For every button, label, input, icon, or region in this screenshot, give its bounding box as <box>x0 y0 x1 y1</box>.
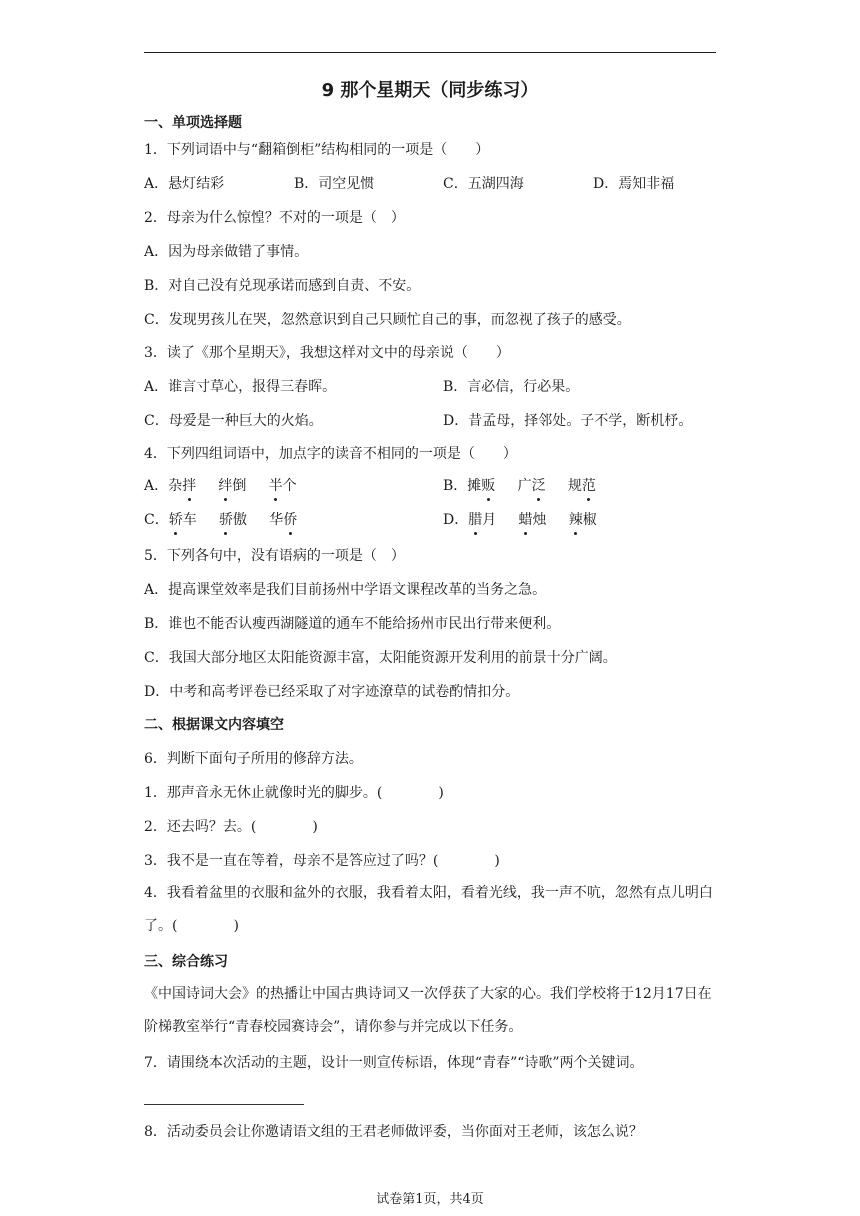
activity-intro: 《中国诗词大会》的热播让中国古典诗词又一次俘获了大家的心。我们学校将于12月17日在阶梯教室举行“青春校园赛诗会”，请你参与并完成以下任务。 <box>144 986 712 1035</box>
page-title: 9 那个星期天（同步练习） <box>321 80 539 101</box>
q1-option-c: C．五湖四海 <box>443 176 524 192</box>
question-5-stem: 5．下列各句中，没有语病的一项是（ ） <box>144 548 405 564</box>
q4-b-label: B． <box>443 478 468 494</box>
q4-option-c <box>144 510 297 530</box>
q4-b-word3-dotted-char: 范 <box>581 478 596 494</box>
q3-option-a: A．谁言寸草心，报得三春晖。 <box>144 379 337 395</box>
q4-d-word1-dotted-char: 腊 <box>468 512 483 528</box>
q1-option-b: B．司空见惯 <box>294 176 375 192</box>
q4-a-word2-dotted-char: 绊 <box>218 478 233 494</box>
q4-a-label: A． <box>144 478 169 494</box>
q4-a-word3-dotted-char: 半 <box>268 478 283 494</box>
q4-d-word2-dotted-char: 蜡 <box>518 512 533 528</box>
q4-d-label: D． <box>443 512 469 528</box>
q6-item-4: 4．我看着盆里的衣服和盆外的衣服，我看着太阳，看着光线，我一声不吭，忽然有点儿明白了。( ) <box>144 885 713 934</box>
q5-option-a: A．提高课堂效率是我们目前扬州中学语文课程改革的当务之急。 <box>144 582 547 598</box>
q3-option-c: C．母爱是一种巨大的火焰。 <box>144 413 323 429</box>
question-4-stem: 4．下列四组词语中，加点字的读音不相同的一项是（ ） <box>144 446 517 462</box>
q5-option-b: B．谁也不能否认瘦西湖隧道的通车不能给扬州市民出行带来便利。 <box>144 616 561 632</box>
section-heading-3: 三、综合练习 <box>144 954 228 970</box>
q5-option-d: D．中考和高考评卷已经采取了对字迹潦草的试卷酌情扣分。 <box>144 684 520 700</box>
q4-c-word1-char2: 车 <box>182 512 197 528</box>
q4-d-word3-dotted-char: 辣 <box>568 512 583 528</box>
q3-option-b: B．言必信，行必果。 <box>443 379 580 395</box>
answer-line <box>144 1104 304 1105</box>
q4-c-label: C． <box>144 512 169 528</box>
q5-option-c: C．我国大部分地区太阳能资源丰富，太阳能资源开发利用的前景十分广阔。 <box>144 650 617 666</box>
header-rule <box>144 52 716 53</box>
q4-option-b <box>443 476 596 496</box>
q2-option-a: A．因为母亲做错了事情。 <box>144 244 309 260</box>
question-1-stem: 1．下列词语中与“翻箱倒柜”结构相同的一项是（ ） <box>144 142 490 158</box>
q4-c-word1-dotted-char: 轿 <box>168 512 183 528</box>
question-8-stem: 8．活动委员会让你邀请语文组的王君老师做评委，当你面对王老师，该怎么说？ <box>144 1124 643 1140</box>
q4-b-word1-dotted-char: 贩 <box>481 478 496 494</box>
q4-d-word1-char2: 月 <box>482 512 497 528</box>
q6-item-1: 1．那声音永无休止就像时光的脚步。( ) <box>144 785 444 801</box>
q4-b-word1-char1: 摊 <box>467 478 482 494</box>
q4-c-word2-dotted-char: 骄 <box>218 512 233 528</box>
q4-b-word3-char1: 规 <box>567 478 582 494</box>
q4-option-d <box>443 510 597 530</box>
question-2-stem: 2．母亲为什么惊惶？不对的一项是（ ） <box>144 210 405 226</box>
question-6-stem: 6．判断下面句子所用的修辞方法。 <box>144 751 363 767</box>
q6-item-2: 2．还去吗？去。( ) <box>144 819 318 835</box>
question-7-stem: 7．请围绕本次活动的主题，设计一则宣传标语，体现“青春”“诗歌”两个关键词。 <box>144 1055 644 1071</box>
q4-b-word2-char1: 广 <box>517 478 532 494</box>
q4-a-word3-char2: 个 <box>282 478 297 494</box>
q3-option-d: D．昔孟母，择邻处。子不学，断机杼。 <box>443 413 693 429</box>
q4-a-word2-char2: 倒 <box>232 478 247 494</box>
section-heading-2: 二、根据课文内容填空 <box>144 717 284 733</box>
q2-option-c: C．发现男孩儿在哭，忽然意识到自己只顾忙自己的事，而忽视了孩子的感受。 <box>144 312 631 328</box>
question-3-stem: 3．读了《那个星期天》，我想这样对文中的母亲说（ ） <box>144 345 510 361</box>
q6-item-3: 3．我不是一直在等着，母亲不是答应过了吗？( ) <box>144 853 500 869</box>
q4-c-word3-char1: 华 <box>269 512 284 528</box>
q1-option-d: D．焉知非福 <box>593 176 675 192</box>
q4-d-word2-char2: 烛 <box>532 512 547 528</box>
q4-b-word2-dotted-char: 泛 <box>531 478 546 494</box>
q4-c-word2-char2: 傲 <box>232 512 247 528</box>
q2-option-b: B．对自己没有兑现承诺而感到自责、不安。 <box>144 278 421 294</box>
q4-a-word1-dotted-char: 拌 <box>182 478 197 494</box>
q4-option-a <box>144 476 297 496</box>
q1-option-a: A．悬灯结彩 <box>144 176 225 192</box>
q4-a-word1-char1: 杂 <box>168 478 183 494</box>
q4-c-word3-dotted-char: 侨 <box>283 512 298 528</box>
page-footer: 试卷第1页，共4页 <box>376 1192 484 1207</box>
section-heading-1: 一、单项选择题 <box>144 115 242 131</box>
q4-d-word3-char2: 椒 <box>582 512 597 528</box>
